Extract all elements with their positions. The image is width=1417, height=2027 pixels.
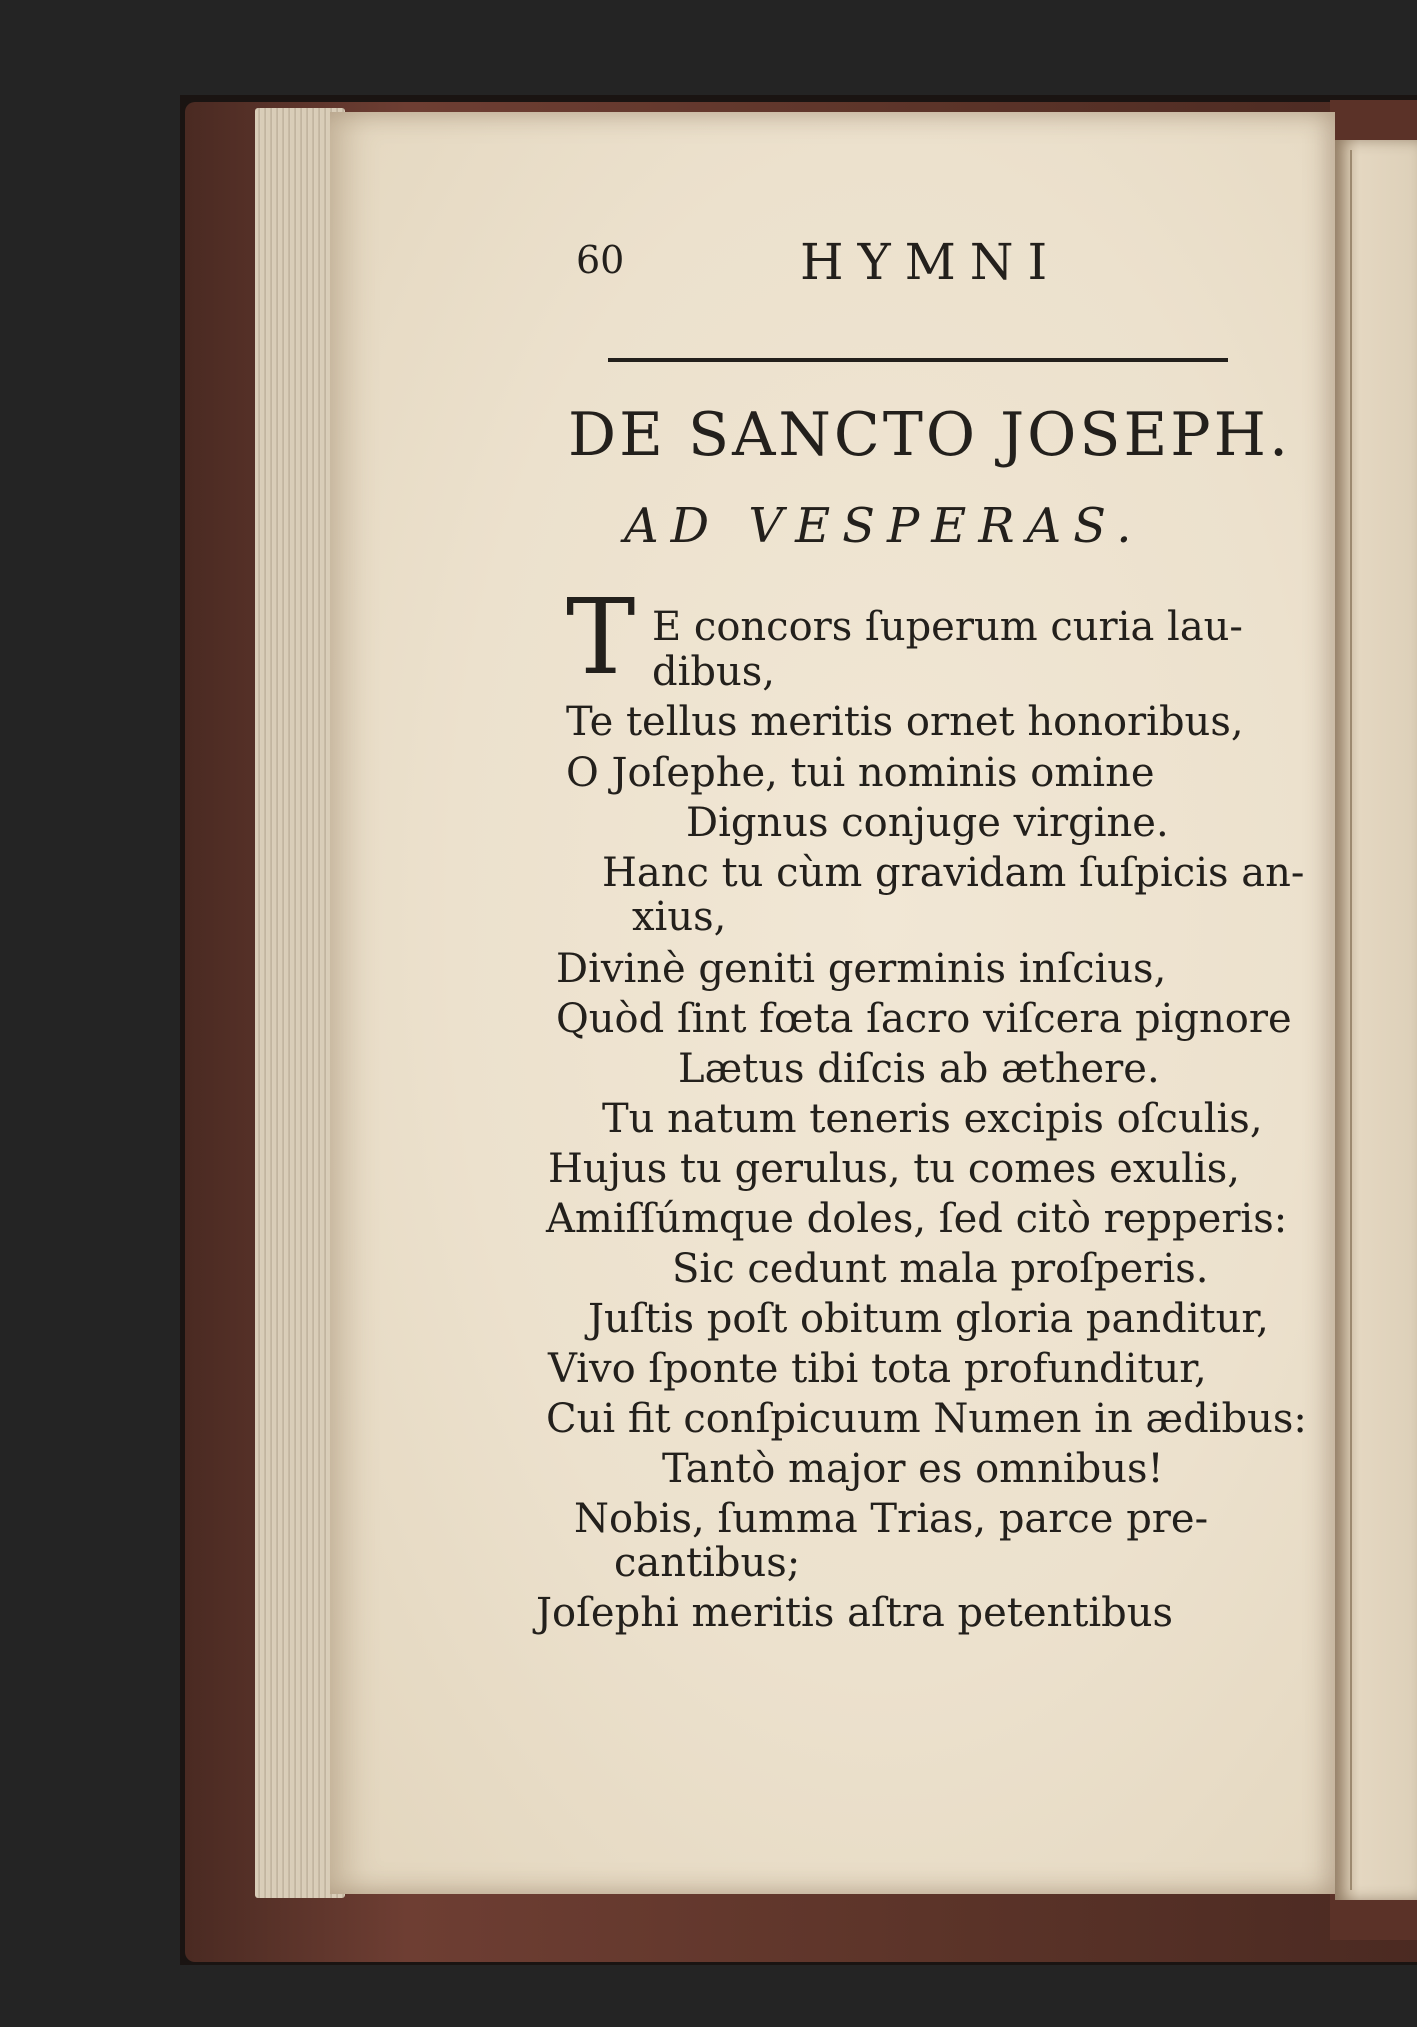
verse-line: Quòd ſint fœta ſacro viſcera pignore: [556, 996, 1292, 1042]
verse-line: Tantò major es omnibus!: [662, 1446, 1164, 1492]
verse-line: xius,: [632, 894, 727, 940]
verse-line: E concors ſuperum curia lau-: [652, 604, 1243, 650]
verse-line: Hanc tu cùm gravidam ſuſpicis an-: [602, 850, 1305, 896]
header-rule: [608, 358, 1228, 362]
verse-line: cantibus;: [614, 1540, 801, 1586]
verse-line: Lætus diſcis ab æthere.: [678, 1046, 1160, 1092]
verse-line: Divinè geniti germinis inſcius,: [556, 946, 1167, 992]
verse-line: Joſephi meritis aſtra petentibus: [536, 1590, 1174, 1636]
verse-line: Nobis, ſumma Trias, parce pre-: [574, 1496, 1209, 1542]
verse-line: Te tellus meritis ornet honoribus,: [566, 699, 1244, 745]
verse-line: Sic cedunt mala proſperis.: [672, 1246, 1209, 1292]
hymn-title: DE SANCTO JOSEPH.: [568, 400, 1292, 470]
gutter-line: [1350, 150, 1352, 1890]
verse-line: O Joſephe, tui nominis omine: [566, 750, 1155, 796]
verse-line: Juſtis poſt obitum gloria panditur,: [588, 1296, 1269, 1342]
verse-line: Dignus conjuge virgine.: [686, 800, 1169, 846]
verse-line: Hujus tu gerulus, tu comes exulis,: [548, 1146, 1240, 1192]
verse-line: Amiſſúmque doles, ſed citò repperis:: [546, 1196, 1288, 1242]
verse-line: Vivo ſponte tibi tota profunditur,: [548, 1346, 1207, 1392]
verse-line: Cui fit conſpicuum Numen in ædibus:: [546, 1396, 1307, 1442]
hymn-subtitle: AD VESPERAS.: [624, 498, 1144, 554]
drop-cap: T: [566, 576, 636, 698]
facing-page: [1335, 140, 1417, 1900]
verse-line: Tu natum teneris excipis oſculis,: [602, 1096, 1263, 1142]
running-head: HYMNI: [800, 233, 1062, 291]
page-number: 60: [576, 238, 625, 282]
verse-line: dibus,: [652, 649, 776, 695]
